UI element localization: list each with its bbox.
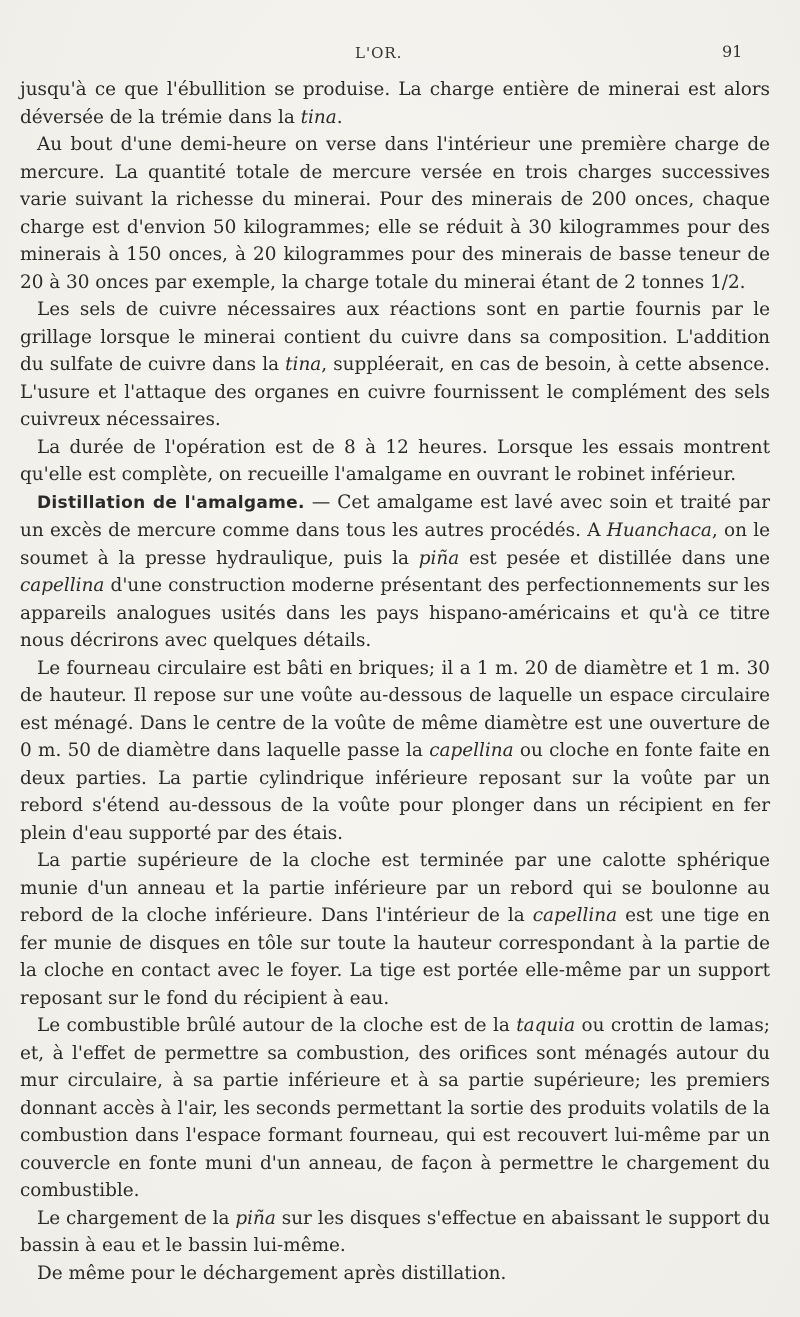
text-run: Le chargement de la	[37, 1207, 230, 1229]
text-run: , suppléerait, en cas de besoin, à cette absence. L'usure et l'attaque des organes en cuivre fournissent le complément des sels cuivreux nécessaires.	[20, 354, 770, 430]
text-run: sur les disques s'effectue en abaissant le support du bassin à eau et le bassin lui-même.	[20, 1207, 770, 1256]
text-run: ou cloche en fonte faite en deux parties. La partie cylindrique inférieure reposant sur la voûte par un rebord s'étend au-dessous de la voûte pour plonger dans un récipient en fer plein d'eau supporté par des étais.	[20, 740, 770, 844]
paragraph-2: Au bout d'une demi-heure on verse dans l'intérieur une première charge de mercure. La quantité totale de mercure versée en trois charges successives varie suivant la richesse du minerai. Pour des minerais de 200 onces, chaque charge est d'envion 50 kilogrammes; elle se réduit à 30 kilogrammes pour des minerais à 150 onces, à 20 kilogrammes pour des minerais de basse teneur de 20 à 30 onces par exemple, la charge totale du minerai étant de 2 tonnes 1/2.	[20, 134, 770, 293]
text-run: Le combustible brûlé autour de la cloche est de la	[37, 1015, 510, 1036]
page-number: 91	[722, 42, 743, 61]
italic-term: tina	[300, 106, 337, 128]
italic-term: Huanchaca	[606, 520, 712, 541]
body-text	[20, 76, 770, 1287]
running-title: L'OR.	[355, 44, 403, 62]
paragraph-3	[20, 296, 770, 434]
italic-term: tina	[285, 354, 322, 375]
italic-term: piña	[418, 547, 460, 569]
paragraph-7	[20, 847, 770, 1012]
text-run: , on le soumet à la presse hydraulique, puis la	[20, 520, 770, 569]
section-heading: Distillation de l'amalgame.	[37, 492, 305, 513]
paragraph-4: La durée de l'opération est de 8 à 12 heures. Lorsque les essais montrent qu'elle est complète, on recueille l'amalgame en ouvrant le robinet inférieur.	[20, 436, 770, 485]
italic-term: capellina	[429, 740, 514, 761]
paragraph-5	[20, 489, 770, 655]
running-header	[0, 44, 800, 64]
italic-term: taquia	[516, 1015, 576, 1036]
italic-term: capellina	[532, 905, 618, 926]
text-run: La partie supérieure de la cloche est terminée par une calotte sphérique munie d'un anneau et la partie inférieure par un rebord qui se boulonne au rebord de la cloche inférieure. Dans l'intérieur de la	[20, 850, 770, 926]
paragraph-6	[20, 655, 770, 848]
text-run: Les sels de cuivre nécessaires aux réactions sont en partie fournis par le grillage lorsque le minerai contient du cuivre dans sa composition. L'addition du sulfate de cuivre dans la	[20, 299, 770, 375]
text-run: — Cet amalgame est lavé avec soin et traité par un excès de mercure comme dans tous les autres procédés. A	[20, 491, 770, 541]
text-run: ou crottin de lamas; et, à l'effet de permettre sa combustion, des orifices sont ménagés autour du mur circulaire, à sa partie inférieure et à sa partie supérieure; les premiers donnant accès à l'air, les seconds permettant la sortie des produits volatils de la combustion dans l'espace formant fourneau, qui est recouvert lui-même par un couvercle en fonte muni d'un anneau, de façon à permettre le chargement du combustible.	[20, 1015, 770, 1201]
text-run: est pesée et distillée dans une	[459, 547, 770, 569]
text-run: est une tige en fer munie de disques en tôle sur toute la hauteur correspondant à la partie de la cloche en contact avec le foyer. La tige est portée elle-même par un support reposant sur le fond du récipient à eau.	[20, 905, 770, 1009]
paragraph-8	[20, 1012, 770, 1205]
paragraph-9	[20, 1205, 770, 1260]
paragraph-10: De même pour le déchargement après distillation.	[37, 1262, 507, 1284]
text-run: d'une construction moderne présentant des perfectionnements sur les appareils analogues usités dans les pays hispano-américains et qu'à ce titre nous décrirons avec quelques détails.	[20, 575, 770, 651]
italic-term: piña	[235, 1207, 276, 1229]
text-run: Le fourneau circulaire est bâti en briques; il a 1 m. 20 de diamètre et 1 m. 30 de hauteur. Il repose sur une voûte au-dessous de laquelle un espace circulaire est ménagé. Dans le centre de la voûte de même diamètre est une ouverture de 0 m. 50 de diamètre dans laquelle passe la	[20, 657, 770, 761]
italic-term: capellina	[20, 575, 105, 596]
text-run: jusqu'à ce que l'ébullition se produise. La charge entière de minerai est alors déversée de la trémie dans la	[20, 79, 770, 128]
paragraph-1	[20, 76, 770, 131]
text-run: .	[336, 106, 343, 128]
